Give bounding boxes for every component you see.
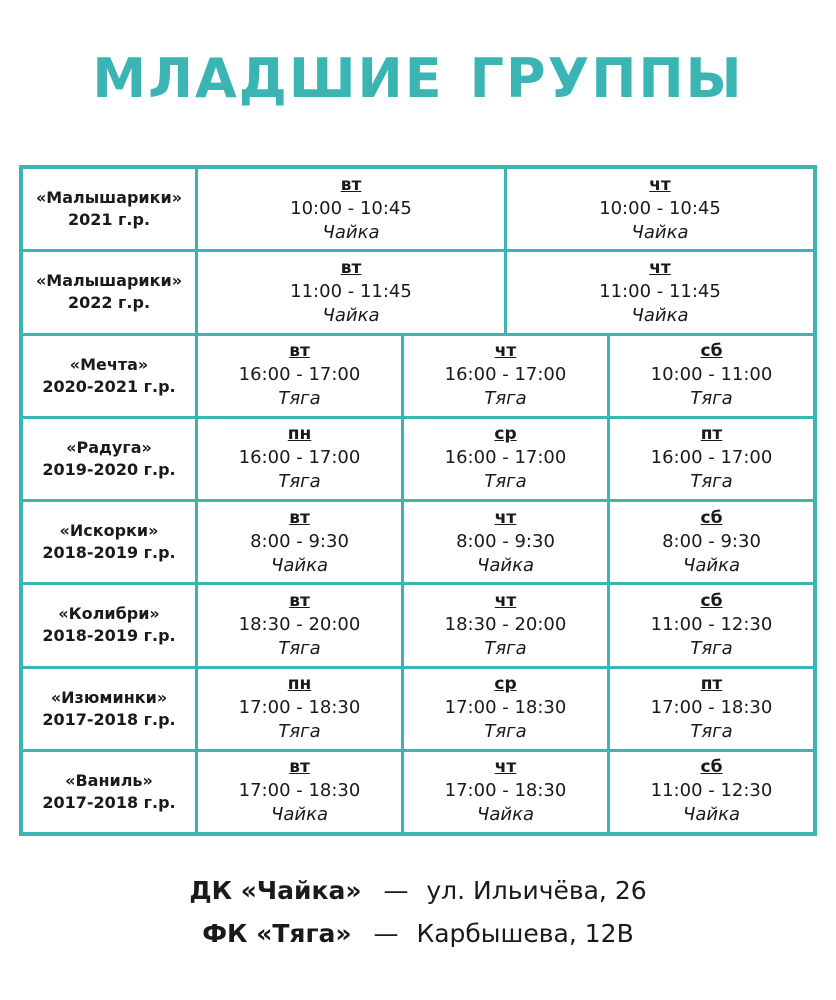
group-name-cell: [23, 502, 195, 582]
group-years: 2018-2019 г.р.: [42, 626, 176, 646]
group-years: 2019-2020 г.р.: [42, 459, 176, 479]
session-day: чт: [494, 507, 517, 528]
session-cell: [198, 419, 401, 499]
session-day: вт: [289, 590, 310, 611]
session-day: ср: [494, 424, 517, 445]
session-cell: [610, 669, 813, 749]
session-cell: [610, 502, 813, 582]
group-years: 2017-2018 г.р.: [42, 709, 176, 729]
session-time: 8:00 - 9:30: [250, 530, 349, 552]
session-venue: Чайка: [631, 221, 689, 243]
session-day: чт: [494, 757, 517, 778]
session-day: вт: [289, 757, 310, 778]
group-name: «Колибри»: [58, 604, 160, 624]
venue-address: Карбышева, 12В: [416, 919, 634, 948]
session-cell: [507, 252, 813, 332]
session-venue: Тяга: [278, 388, 321, 410]
session-day: вт: [289, 341, 310, 362]
session-time: 16:00 - 17:00: [238, 447, 361, 469]
schedule-table: [19, 165, 817, 836]
group-name-cell: [23, 169, 195, 249]
session-day: вт: [340, 174, 362, 195]
session-venue: Тяга: [278, 721, 321, 743]
footer-address-tyaga: [0, 919, 836, 948]
session-venue: Чайка: [322, 221, 380, 243]
group-name-cell: [23, 419, 195, 499]
session-cell: [198, 252, 504, 332]
session-day: вт: [340, 257, 362, 278]
session-day: чт: [649, 174, 671, 195]
session-time: 10:00 - 10:45: [599, 197, 721, 219]
session-time: 8:00 - 9:30: [456, 530, 555, 552]
session-day: чт: [649, 257, 671, 278]
session-cell: [198, 336, 401, 416]
session-time: 17:00 - 18:30: [444, 697, 567, 719]
session-venue: Чайка: [322, 304, 380, 326]
session-venue: Чайка: [271, 804, 328, 826]
session-time: 10:00 - 11:00: [650, 364, 773, 386]
session-day: чт: [494, 341, 517, 362]
footer-address-chaika: [0, 876, 836, 905]
session-venue: Тяга: [690, 721, 733, 743]
session-cell: [507, 169, 813, 249]
group-years: 2018-2019 г.р.: [42, 543, 176, 563]
group-name-cell: [23, 252, 195, 332]
session-venue: Тяга: [484, 471, 527, 493]
session-cell: [404, 669, 607, 749]
session-time: 17:00 - 18:30: [238, 780, 361, 802]
session-cell: [610, 752, 813, 832]
session-venue: Чайка: [683, 554, 740, 576]
group-name: «Малышарики»: [35, 271, 183, 291]
session-day: пн: [287, 674, 312, 695]
group-name-cell: [23, 752, 195, 832]
session-day: сб: [700, 341, 723, 362]
group-name: «Искорки»: [59, 521, 159, 541]
group-name: «Радуга»: [66, 437, 152, 457]
group-name: «Изюминки»: [50, 687, 168, 707]
session-venue: Тяга: [690, 471, 733, 493]
session-day: сб: [700, 590, 723, 611]
session-cell: [404, 419, 607, 499]
title-word-2: ГРУППЫ: [469, 47, 744, 110]
session-venue: Тяга: [484, 388, 527, 410]
session-time: 16:00 - 17:00: [444, 364, 567, 386]
session-cell: [404, 502, 607, 582]
session-cell: [198, 669, 401, 749]
page-title: [0, 47, 836, 110]
session-day: вт: [289, 507, 310, 528]
group-name: «Ваниль»: [65, 770, 153, 790]
session-time: 17:00 - 18:30: [238, 697, 361, 719]
title-word-1: МЛАДШИЕ: [92, 47, 444, 110]
session-cell: [610, 585, 813, 665]
session-venue: Чайка: [631, 304, 689, 326]
session-cell: [198, 502, 401, 582]
venue-address: ул. Ильичёва, 26: [426, 876, 647, 905]
venue-name: ФК «Тяга»: [202, 919, 352, 948]
session-time: 16:00 - 17:00: [444, 447, 567, 469]
group-years: 2017-2018 г.р.: [42, 792, 176, 812]
separator-dash: —: [383, 876, 409, 905]
session-day: сб: [700, 757, 723, 778]
session-time: 11:00 - 12:30: [650, 780, 773, 802]
session-day: ср: [494, 674, 517, 695]
group-name-cell: [23, 669, 195, 749]
session-cell: [610, 336, 813, 416]
session-venue: Тяга: [690, 388, 733, 410]
group-name: «Малышарики»: [35, 188, 183, 208]
session-venue: Чайка: [477, 554, 534, 576]
session-cell: [404, 585, 607, 665]
session-time: 16:00 - 17:00: [238, 364, 361, 386]
session-cell: [610, 419, 813, 499]
session-day: пт: [700, 674, 723, 695]
session-day: чт: [494, 590, 517, 611]
session-venue: Чайка: [683, 804, 740, 826]
session-day: пт: [700, 424, 723, 445]
session-cell: [198, 585, 401, 665]
session-time: 11:00 - 12:30: [650, 613, 773, 635]
group-name-cell: [23, 585, 195, 665]
session-time: 10:00 - 10:45: [290, 197, 412, 219]
session-time: 18:30 - 20:00: [238, 613, 361, 635]
group-years: 2022 г.р.: [67, 293, 151, 313]
group-years: 2020-2021 г.р.: [42, 376, 176, 396]
session-cell: [404, 336, 607, 416]
session-venue: Тяга: [484, 721, 527, 743]
group-years: 2021 г.р.: [67, 210, 151, 230]
session-time: 16:00 - 17:00: [650, 447, 773, 469]
session-cell: [198, 752, 401, 832]
session-venue: Чайка: [477, 804, 534, 826]
session-time: 18:30 - 20:00: [444, 613, 567, 635]
session-time: 17:00 - 18:30: [650, 697, 773, 719]
separator-dash: —: [373, 919, 399, 948]
session-time: 11:00 - 11:45: [599, 280, 721, 302]
venue-name: ДК «Чайка»: [189, 876, 362, 905]
session-time: 17:00 - 18:30: [444, 780, 567, 802]
session-cell: [198, 169, 504, 249]
session-cell: [404, 752, 607, 832]
session-venue: Тяга: [690, 637, 733, 659]
session-time: 8:00 - 9:30: [662, 530, 761, 552]
session-venue: Чайка: [271, 554, 328, 576]
group-name: «Мечта»: [69, 354, 149, 374]
session-day: пн: [287, 424, 312, 445]
session-venue: Тяга: [278, 471, 321, 493]
session-venue: Тяга: [484, 637, 527, 659]
session-day: сб: [700, 507, 723, 528]
session-venue: Тяга: [278, 637, 321, 659]
session-time: 11:00 - 11:45: [290, 280, 412, 302]
group-name-cell: [23, 336, 195, 416]
